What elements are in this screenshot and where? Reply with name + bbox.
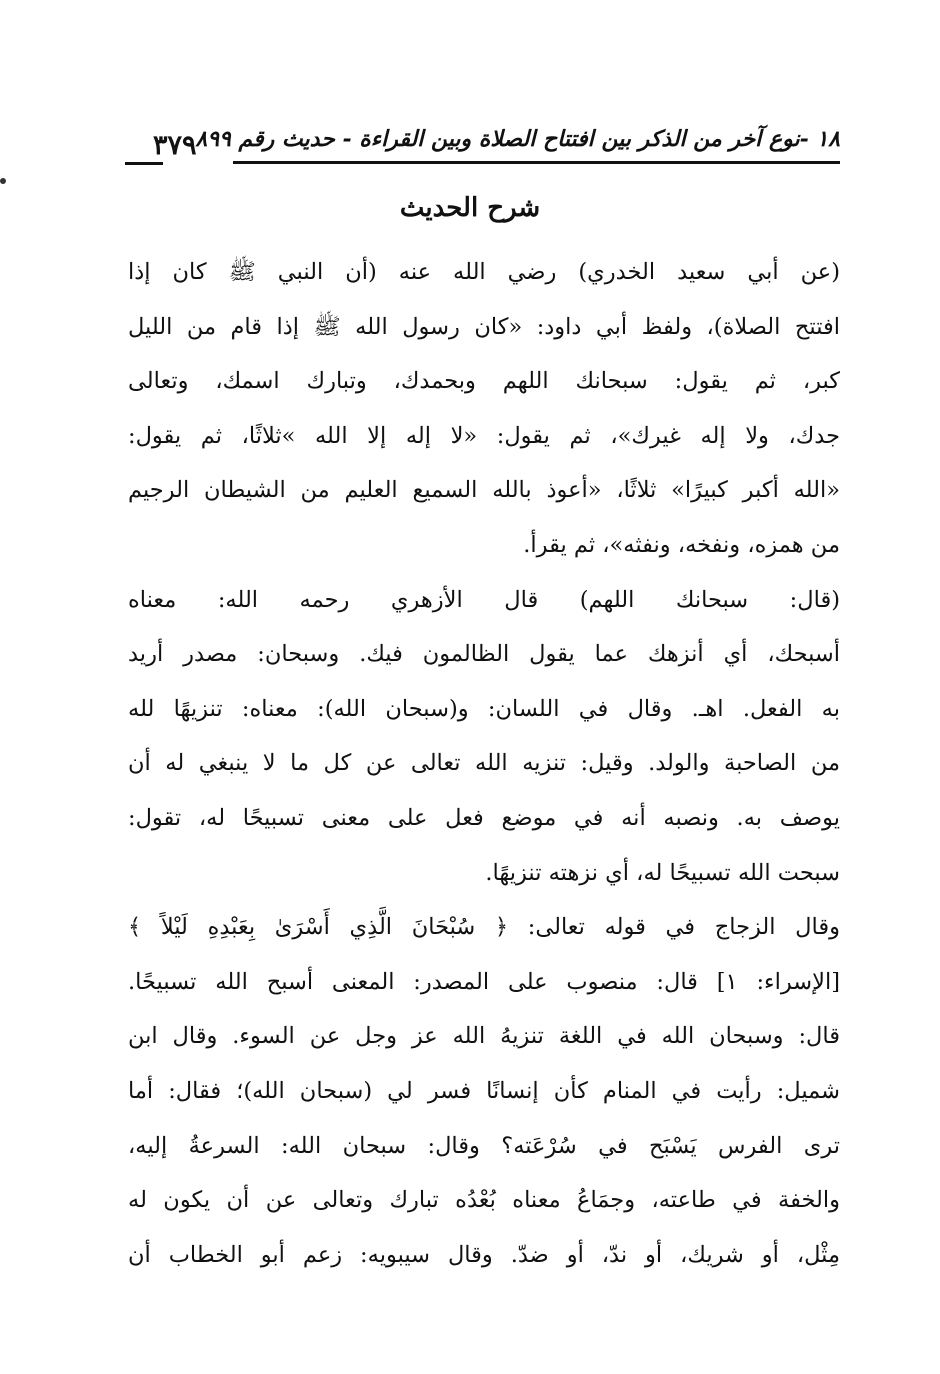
running-header [125, 118, 840, 178]
text-line: وقال الزجاج في قوله تعالى: ﴿ سُبْحَانَ الَّذِي أَسْرَىٰ بِعَبْدِهِ لَيْلاً ﴾ [128, 914, 840, 941]
text-line: من همزه، ونفخه، ونفثه»، ثم يقرأ. [523, 531, 840, 558]
text-line: قال: وسبحان الله في اللغة تنزيهُ الله عز وجل عن السوء. وقال ابن [128, 1023, 840, 1050]
text-line: [الإسراء: ١] قال: منصوب على المصدر: المعنى أسبح الله تسبيحًا. [128, 968, 840, 995]
text-line: (عن أبي سعيد الخدري) رضي الله عنه (أن النبي ﷺ كان إذا [128, 259, 840, 285]
header-rule [233, 161, 840, 164]
section-title: شرح الحديث [399, 193, 541, 223]
margin-mark [0, 178, 6, 184]
text-line: «الله أكبر كبيرًا» ثلاثًا، «أعوذ بالله السميع العليم من الشيطان الرجيم [128, 477, 840, 504]
text-line: مِثْل، أو شريك، أو ندّ، أو ضدّ. وقال سيبويه: زعم أبو الخطاب أن [128, 1241, 840, 1268]
body-text [128, 245, 840, 1282]
text-line: أسبحك، أي أنزهك عما يقول الظالمون فيك. وسبحان: مصدر أريد [128, 641, 840, 668]
header-dash [125, 162, 163, 165]
text-line: سبحت الله تسبيحًا له، أي نزهته تنزيهًا. [485, 859, 840, 886]
text-line: يوصف به. ونصبه أنه في موضع فعل على معنى تسبيحًا له، تقول: [128, 804, 840, 831]
text-line: كبر، ثم يقول: سبحانك اللهم وبحمدك، وتبارك اسمك، وتعالى [128, 368, 840, 395]
text-line: ترى الفرس يَسْبَح في سُرْعَته؟ وقال: سبحان الله: السرعةُ إليه، [128, 1132, 840, 1159]
header-title: ١٨ -نوع آخر من الذكر بين افتتاح الصلاة وبين القراءة - حديث رقم ٨٩٩ [195, 126, 840, 152]
text-line: جدك، ولا إله غيرك»، ثم يقول: «لا إله إلا الله »ثلاثًا، ثم يقول: [128, 422, 840, 449]
text-line: (قال: سبحانك اللهم) قال الأزهري رحمه الله: معناه [128, 586, 840, 613]
text-line: والخفة في طاعته، وجمَاعُ معناه بُعْدُه تبارك وتعالى عن أن يكون له [128, 1187, 840, 1214]
page-number: ٣٧٩ [153, 130, 197, 161]
text-line: به الفعل. اهـ. وقال في اللسان: و(سبحان الله): معناه: تنزيهًا لله [128, 695, 840, 722]
text-line: شميل: رأيت في المنام كأن إنسانًا فسر لي (سبحان الله)؛ فقال: أما [128, 1077, 840, 1104]
text-line: افتتح الصلاة)، ولفظ أبي داود: «كان رسول الله ﷺ إذا قام من الليل [128, 313, 840, 340]
text-line: من الصاحبة والولد. وقيل: تنزيه الله تعالى عن كل ما لا ينبغي له أن [128, 750, 840, 777]
